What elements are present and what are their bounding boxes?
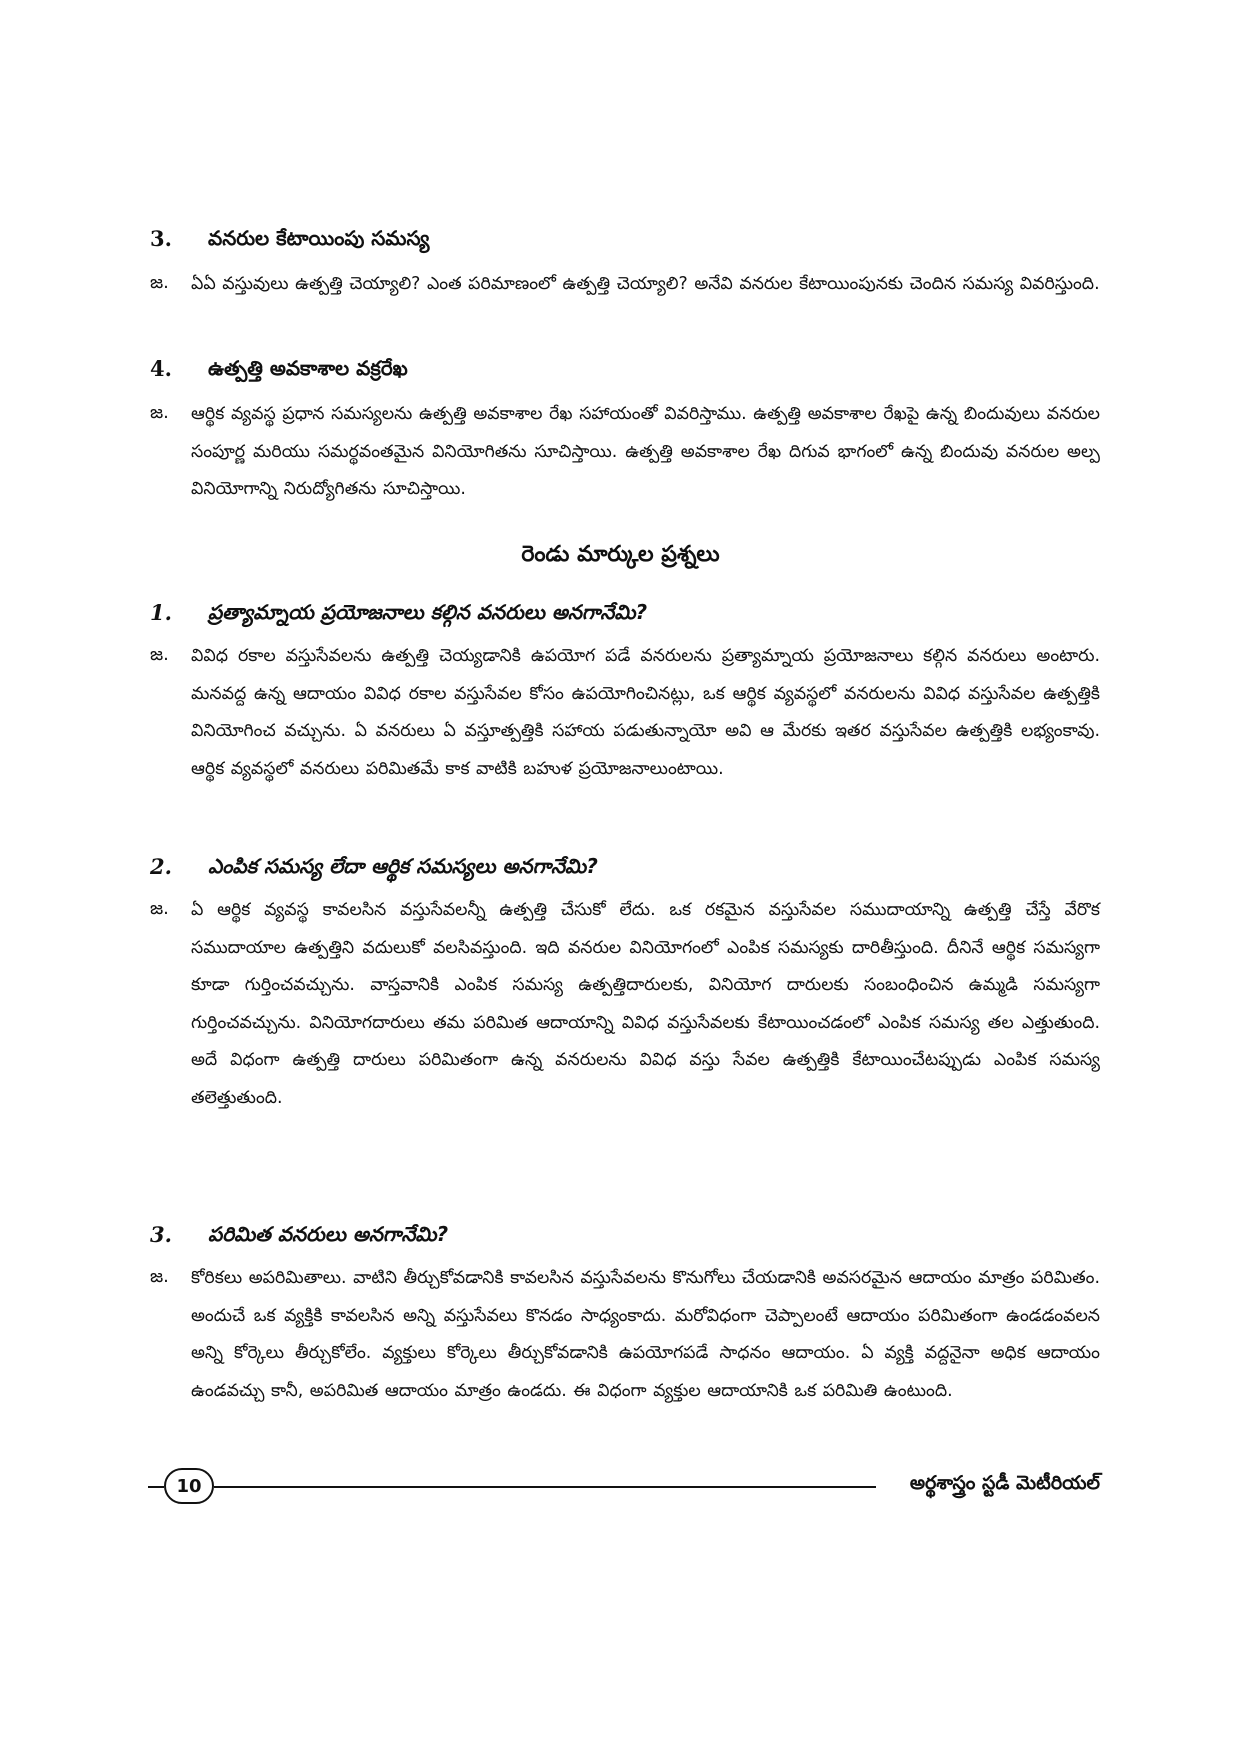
footer-rule-left — [148, 1486, 164, 1488]
answer-text: కోరికలు అపరిమితాలు. వాటిని తీర్చుకోవడానికి కావలసిన వస్తుసేవలను కొనుగోలు చేయడానికి అవసరమైన ఆదాయం మాత్రం పరిమితం. అందుచే ఒక వ్యక్తికి కావలసిన అన్ని వస్తుసేవలు కొనడం సాధ్యంకాదు. మరోవిధంగా చెప్పాలంటే ఆదాయం పరిమితంగా ఉండడంవలన అన్ని కోర్కెలు తీర్చుకోలేం. వ్యక్తులు కోర్కెలు తీర్చుకోవడానికి ఉపయోగపడే సాధనం ఆదాయం. ఏ వ్యక్తి వద్దనైనా అధిక ఆదాయం ఉండవచ్చు కానీ, అపరిమిత ఆదాయం మాత్రం ఉండదు. ఈ విధంగా వ్యక్తుల ఆదాయానికి ఒక పరిమితి ఉంటుంది. — [191, 1268, 1100, 1401]
answer-marker: జ. — [150, 644, 169, 665]
answer-marker: జ. — [150, 272, 169, 293]
question-number: 1. — [150, 600, 172, 625]
answer-text: వివిధ రకాల వస్తుసేవలను ఉత్పత్తి చెయ్యడానికి ఉపయోగ పడే వనరులను ప్రత్యామ్నాయ ప్రయోజనాలు కల్గిన వనరులు అంటారు. మనవద్ద ఉన్న ఆదాయం వివిధ రకాల వస్తుసేవల కోసం ఉపయోగించినట్లు, ఒక ఆర్థిక వ్యవస్థలో వనరులను వివిధ వస్తుసేవల ఉత్పత్తికి వినియోగించ వచ్చును. ఏ వనరులు ఏ వస్తూత్పత్తికి సహాయ పడుతున్నాయో అవి ఆ మేరకు ఇతర వస్తుసేవల ఉత్పత్తికి లభ్యంకావు. ఆర్థిక వ్యవస్థలో వనరులు పరిమితమే కాక వాటికి బహుళ ప్రయోజనాలుంటాయి. — [191, 646, 1100, 779]
question-text: పరిమిత వనరులు అనగానేమి? — [208, 1222, 449, 1246]
section-heading — [150, 226, 1100, 256]
answer-text: ఆర్థిక వ్యవస్థ ప్రధాన సమస్యలను ఉత్పత్తి అవకాశాల రేఖ సహాయంతో వివరిస్తాము. ఉత్పత్తి అవకాశాల రేఖపై ఉన్న బిందువులు వనరుల సంపూర్ణ మరియు సమర్థవంతమైన వినియోగితను సూచిస్తాయి. ఉత్పత్తి అవకాశాల రేఖ దిగువ భాగంలో ఉన్న బిందువు వనరుల అల్ప వినియోగాన్ని నిరుద్యోగితను సూచిస్తాయి. — [191, 404, 1100, 499]
question-heading — [150, 854, 1100, 884]
page-footer — [148, 1468, 1100, 1508]
section-number: 4. — [150, 356, 172, 381]
answer-block — [150, 266, 1100, 346]
footer-book-title: అర్థశాస్త్రం స్టడీ మెటీరియల్ — [909, 1472, 1100, 1494]
question-number: 3. — [150, 1222, 172, 1247]
section-title: వనరుల కేటాయింపు సమస్య — [208, 226, 430, 250]
footer-rule — [214, 1486, 876, 1488]
section-number: 3. — [150, 226, 172, 251]
answer-block — [150, 638, 1100, 838]
question-text: ప్రత్యామ్నాయ ప్రయోజనాలు కల్గిన వనరులు అనగానేమి? — [208, 600, 648, 624]
answer-block — [150, 892, 1100, 1202]
answer-text: ఏఏ వస్తువులు ఉత్పత్తి చెయ్యాలి? ఎంత పరిమాణంలో ఉత్పత్తి చెయ్యాలి? అనేవి వనరుల కేటాయింపునకు చెందిన సమస్య వివరిస్తుంది. — [191, 274, 1100, 294]
answer-marker: జ. — [150, 898, 169, 919]
page-number-badge: 10 — [164, 1468, 214, 1504]
question-number: 2. — [150, 854, 172, 879]
question-heading — [150, 600, 1100, 630]
answer-block — [150, 396, 1100, 516]
answer-block — [150, 1260, 1100, 1460]
question-heading — [150, 1222, 1100, 1252]
answer-marker: జ. — [150, 1266, 169, 1287]
section-title: ఉత్పత్తి అవకాశాల వక్రరేఖ — [208, 356, 408, 380]
short-questions-heading: రెండు మార్కుల ప్రశ్నలు — [521, 542, 720, 567]
section-heading — [150, 356, 1100, 386]
answer-marker: జ. — [150, 402, 169, 423]
question-text: ఎంపిక సమస్య లేదా ఆర్థిక సమస్యలు అనగానేమి? — [208, 854, 598, 878]
answer-text: ఏ ఆర్థిక వ్యవస్థ కావలసిన వస్తుసేవలన్నీ ఉత్పత్తి చేసుకో లేదు. ఒక రకమైన వస్తుసేవల సముదాయాన్ని ఉత్పత్తి చేస్తే వేరొక సముదాయాల ఉత్పత్తిని వదులుకో వలసివస్తుంది. ఇది వనరుల వినియోగంలో ఎంపిక సమస్యకు దారితీస్తుంది. దీనినే ఆర్థిక సమస్యగా కూడా గుర్తించవచ్చును. వాస్తవానికి ఎంపిక సమస్య ఉత్పత్తిదారులకు, వినియోగ దారులకు సంబంధించిన ఉమ్మడి సమస్యగా గుర్తించవచ్చును. వినియోగదారులు తమ పరిమిత ఆదాయాన్ని వివిధ వస్తుసేవలకు కేటాయించడంలో ఎంపిక సమస్య తల ఎత్తుతుంది. అదే విధంగా ఉత్పత్తి దారులు పరిమితంగా ఉన్న వనరులను వివిధ వస్తు సేవల ఉత్పత్తికి కేటాయించేటప్పుడు ఎంపిక సమస్య తలెత్తుతుంది. — [191, 900, 1100, 1108]
